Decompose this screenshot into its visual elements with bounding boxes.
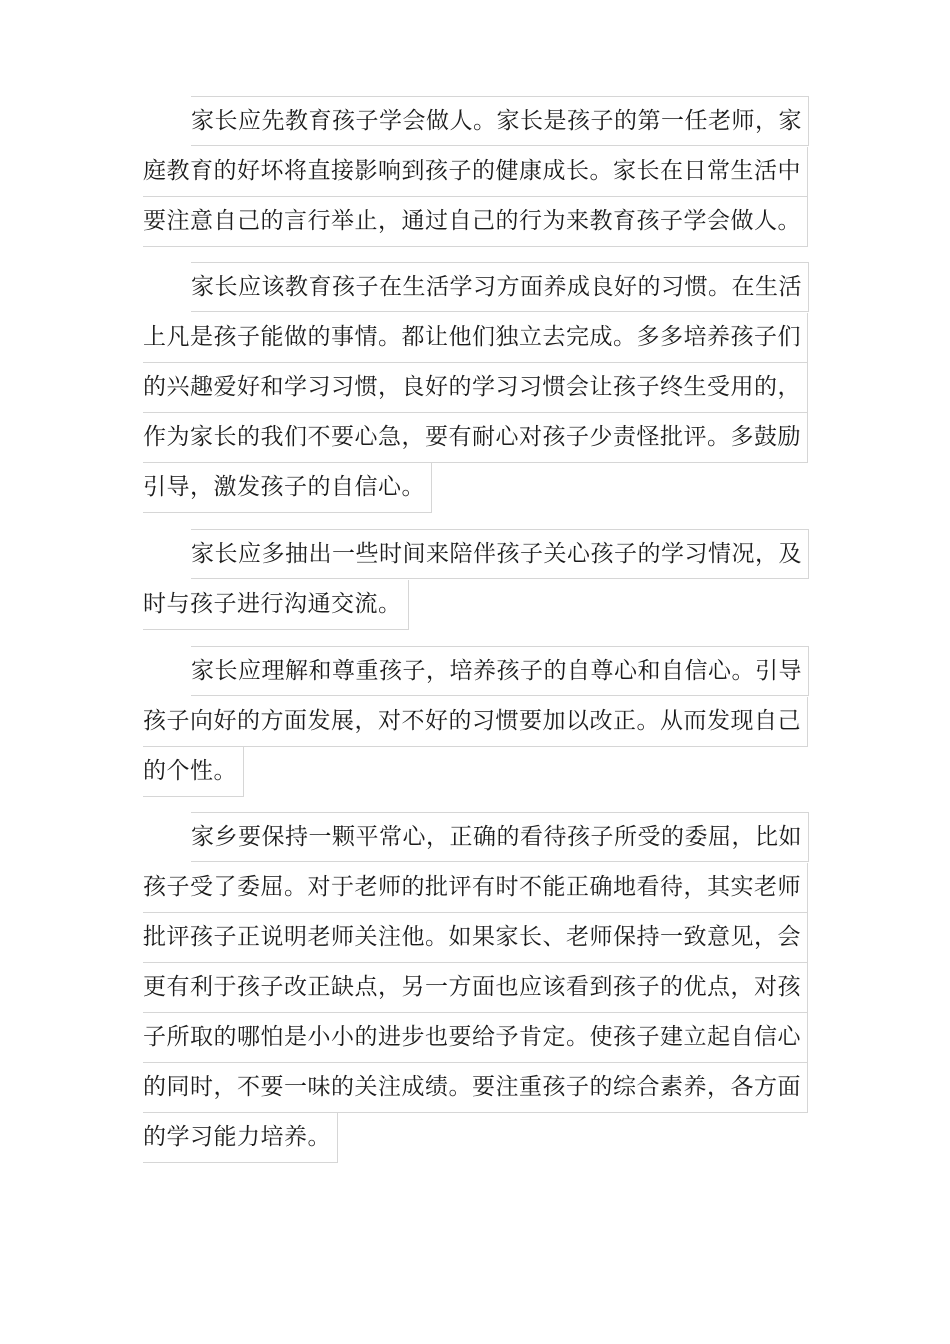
paragraph-line xyxy=(143,862,813,912)
line-text: 作为家长的我们不要心急，要有耐心对孩子少责怪批评。多鼓励 xyxy=(143,413,808,463)
paragraph-2 xyxy=(143,262,813,512)
paragraph-1 xyxy=(143,96,813,246)
paragraph-line xyxy=(143,96,813,146)
line-text: 上凡是孩子能做的事情。都让他们独立去完成。多多培养孩子们 xyxy=(143,313,808,363)
line-text: 时与孩子进行沟通交流。 xyxy=(143,580,409,630)
paragraph-line xyxy=(143,1062,813,1112)
paragraph-line xyxy=(143,146,813,196)
paragraph-line xyxy=(143,312,813,362)
line-text: 子所取的哪怕是小小的进步也要给予肯定。使孩子建立起自信心 xyxy=(143,1013,808,1063)
line-text: 家长应理解和尊重孩子，培养孩子的自尊心和自信心。引导 xyxy=(191,646,809,696)
line-text: 孩子受了委屈。对于老师的批评有时不能正确地看待，其实老师 xyxy=(143,863,808,913)
paragraph-line xyxy=(143,812,813,862)
paragraph-line xyxy=(143,746,813,796)
line-text: 的兴趣爱好和学习习惯，良好的学习习惯会让孩子终生受用的， xyxy=(143,363,808,413)
line-text: 家长应该教育孩子在生活学习方面养成良好的习惯。在生活 xyxy=(191,262,809,312)
line-text: 家长应先教育孩子学会做人。家长是孩子的第一任老师，家 xyxy=(191,96,809,146)
paragraph-line xyxy=(143,962,813,1012)
paragraph-line xyxy=(143,529,813,579)
line-text: 更有利于孩子改正缺点，另一方面也应该看到孩子的优点，对孩 xyxy=(143,963,808,1013)
paragraph-line xyxy=(143,362,813,412)
paragraph-5 xyxy=(143,812,813,1162)
line-text: 家乡要保持一颗平常心，正确的看待孩子所受的委屈，比如 xyxy=(191,812,809,862)
line-text: 的同时，不要一味的关注成绩。要注重孩子的综合素养，各方面 xyxy=(143,1063,808,1113)
line-text: 庭教育的好坏将直接影响到孩子的健康成长。家长在日常生活中 xyxy=(143,147,808,197)
paragraph-line xyxy=(143,1012,813,1062)
line-text: 引导，激发孩子的自信心。 xyxy=(143,463,432,513)
paragraph-line xyxy=(143,1112,813,1162)
paragraph-4 xyxy=(143,646,813,796)
paragraph-3 xyxy=(143,529,813,629)
line-text: 的学习能力培养。 xyxy=(143,1113,338,1163)
line-text: 要注意自己的言行举止，通过自己的行为来教育孩子学会做人。 xyxy=(143,197,808,247)
paragraph-line xyxy=(143,646,813,696)
paragraph-line xyxy=(143,196,813,246)
paragraph-line xyxy=(143,412,813,462)
paragraph-line xyxy=(143,262,813,312)
paragraph-line xyxy=(143,579,813,629)
line-text: 批评孩子正说明老师关注他。如果家长、老师保持一致意见，会 xyxy=(143,913,808,963)
paragraph-line xyxy=(143,696,813,746)
paragraph-line xyxy=(143,912,813,962)
line-text: 家长应多抽出一些时间来陪伴孩子关心孩子的学习情况，及 xyxy=(191,529,809,579)
paragraph-line xyxy=(143,462,813,512)
line-text: 孩子向好的方面发展，对不好的习惯要加以改正。从而发现自己 xyxy=(143,697,808,747)
line-text: 的个性。 xyxy=(143,747,244,797)
